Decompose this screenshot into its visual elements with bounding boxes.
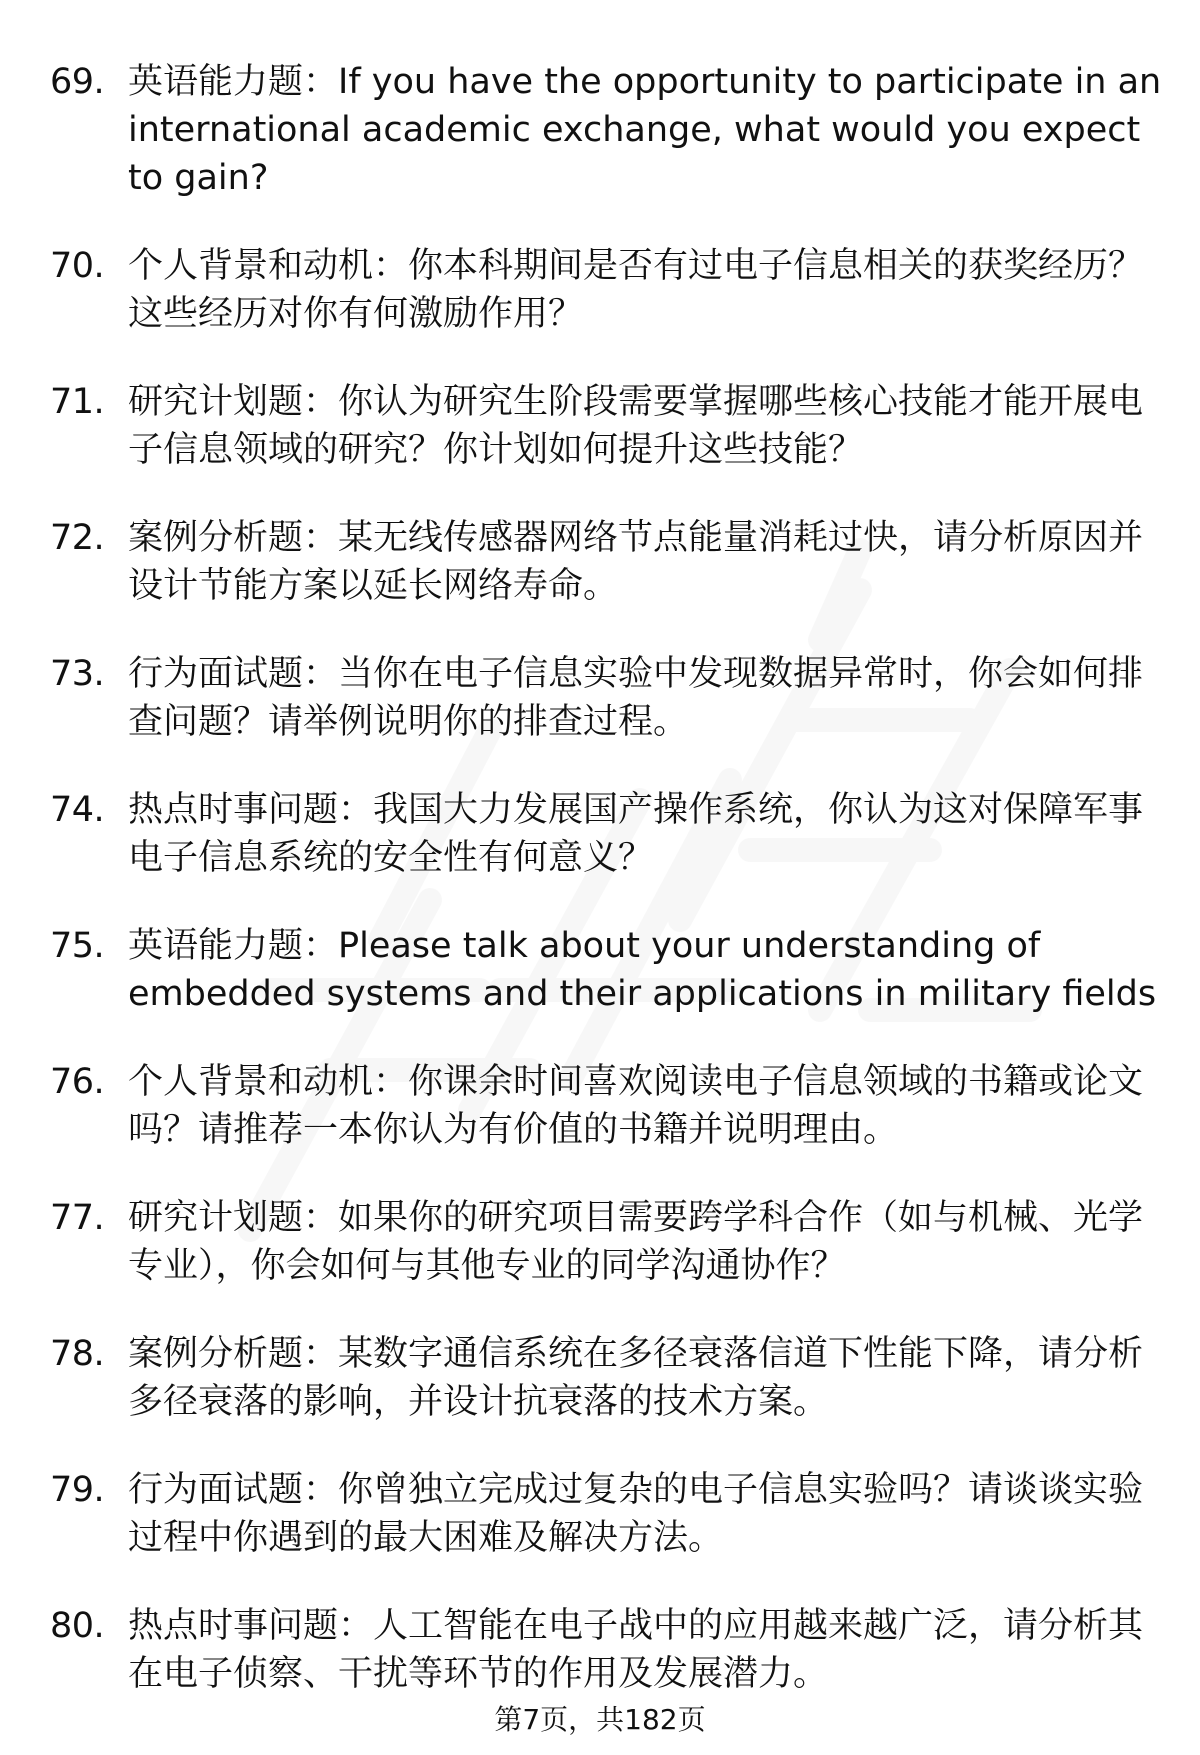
question-text: 案例分析题：某数字通信系统在多径衰落信道下性能下降，请分析多径衰落的影响，并设计抗衰落的技术方案。 <box>128 1334 1144 1422</box>
question-number: 70. <box>50 246 105 286</box>
question-number: 73. <box>50 654 105 694</box>
question-item-76 <box>50 1058 1170 1154</box>
question-item-69 <box>50 58 1170 202</box>
page-footer <box>0 1702 1200 1738</box>
question-item-74 <box>50 786 1170 882</box>
question-text: 个人背景和动机：你本科期间是否有过电子信息相关的获奖经历？这些经历对你有何激励作用？ <box>128 246 1144 334</box>
question-number: 75. <box>50 926 105 966</box>
question-item-78 <box>50 1330 1170 1426</box>
question-number: 80. <box>50 1606 105 1646</box>
question-text: 行为面试题：你曾独立完成过复杂的电子信息实验吗？请谈谈实验过程中你遇到的最大困难及解决方法。 <box>128 1470 1144 1558</box>
page-number: 第7页，共182页 <box>494 1703 706 1736</box>
question-text: 研究计划题：如果你的研究项目需要跨学科合作（如与机械、光学专业），你会如何与其他专业的同学沟通协作？ <box>128 1198 1144 1286</box>
question-number: 69. <box>50 62 105 102</box>
question-item-77 <box>50 1194 1170 1290</box>
question-item-75 <box>50 922 1170 1018</box>
question-text: 热点时事问题：人工智能在电子战中的应用越来越广泛，请分析其在电子侦察、干扰等环节的作用及发展潜力。 <box>128 1606 1144 1694</box>
question-text: 行为面试题：当你在电子信息实验中发现数据异常时，你会如何排查问题？请举例说明你的排查过程。 <box>128 654 1144 742</box>
question-item-79 <box>50 1466 1170 1562</box>
question-item-73 <box>50 650 1170 746</box>
question-text: 研究计划题：你认为研究生阶段需要掌握哪些核心技能才能开展电子信息领域的研究？你计划如何提升这些技能？ <box>128 382 1144 470</box>
question-item-70 <box>50 242 1170 338</box>
question-text: 英语能力题：Please talk about your understanding of embedded systems and their applications in military fields <box>128 926 1157 1014</box>
question-text: 热点时事问题：我国大力发展国产操作系统，你认为这对保障军事电子信息系统的安全性有何意义？ <box>128 790 1144 878</box>
question-number: 71. <box>50 382 105 422</box>
question-text: 案例分析题：某无线传感器网络节点能量消耗过快，请分析原因并设计节能方案以延长网络寿命。 <box>128 518 1144 606</box>
question-number: 78. <box>50 1334 105 1374</box>
question-item-72 <box>50 514 1170 610</box>
question-text: 个人背景和动机：你课余时间喜欢阅读电子信息领域的书籍或论文吗？请推荐一本你认为有价值的书籍并说明理由。 <box>128 1062 1144 1150</box>
question-number: 72. <box>50 518 105 558</box>
question-item-80 <box>50 1602 1170 1698</box>
question-number: 74. <box>50 790 105 830</box>
question-list <box>50 58 1170 1738</box>
question-number: 77. <box>50 1198 105 1238</box>
question-number: 76. <box>50 1062 105 1102</box>
question-item-71 <box>50 378 1170 474</box>
question-text: 英语能力题：If you have the opportunity to participate in an international academic exchange, what would you expect to gain? <box>128 62 1162 198</box>
question-number: 79. <box>50 1470 105 1510</box>
